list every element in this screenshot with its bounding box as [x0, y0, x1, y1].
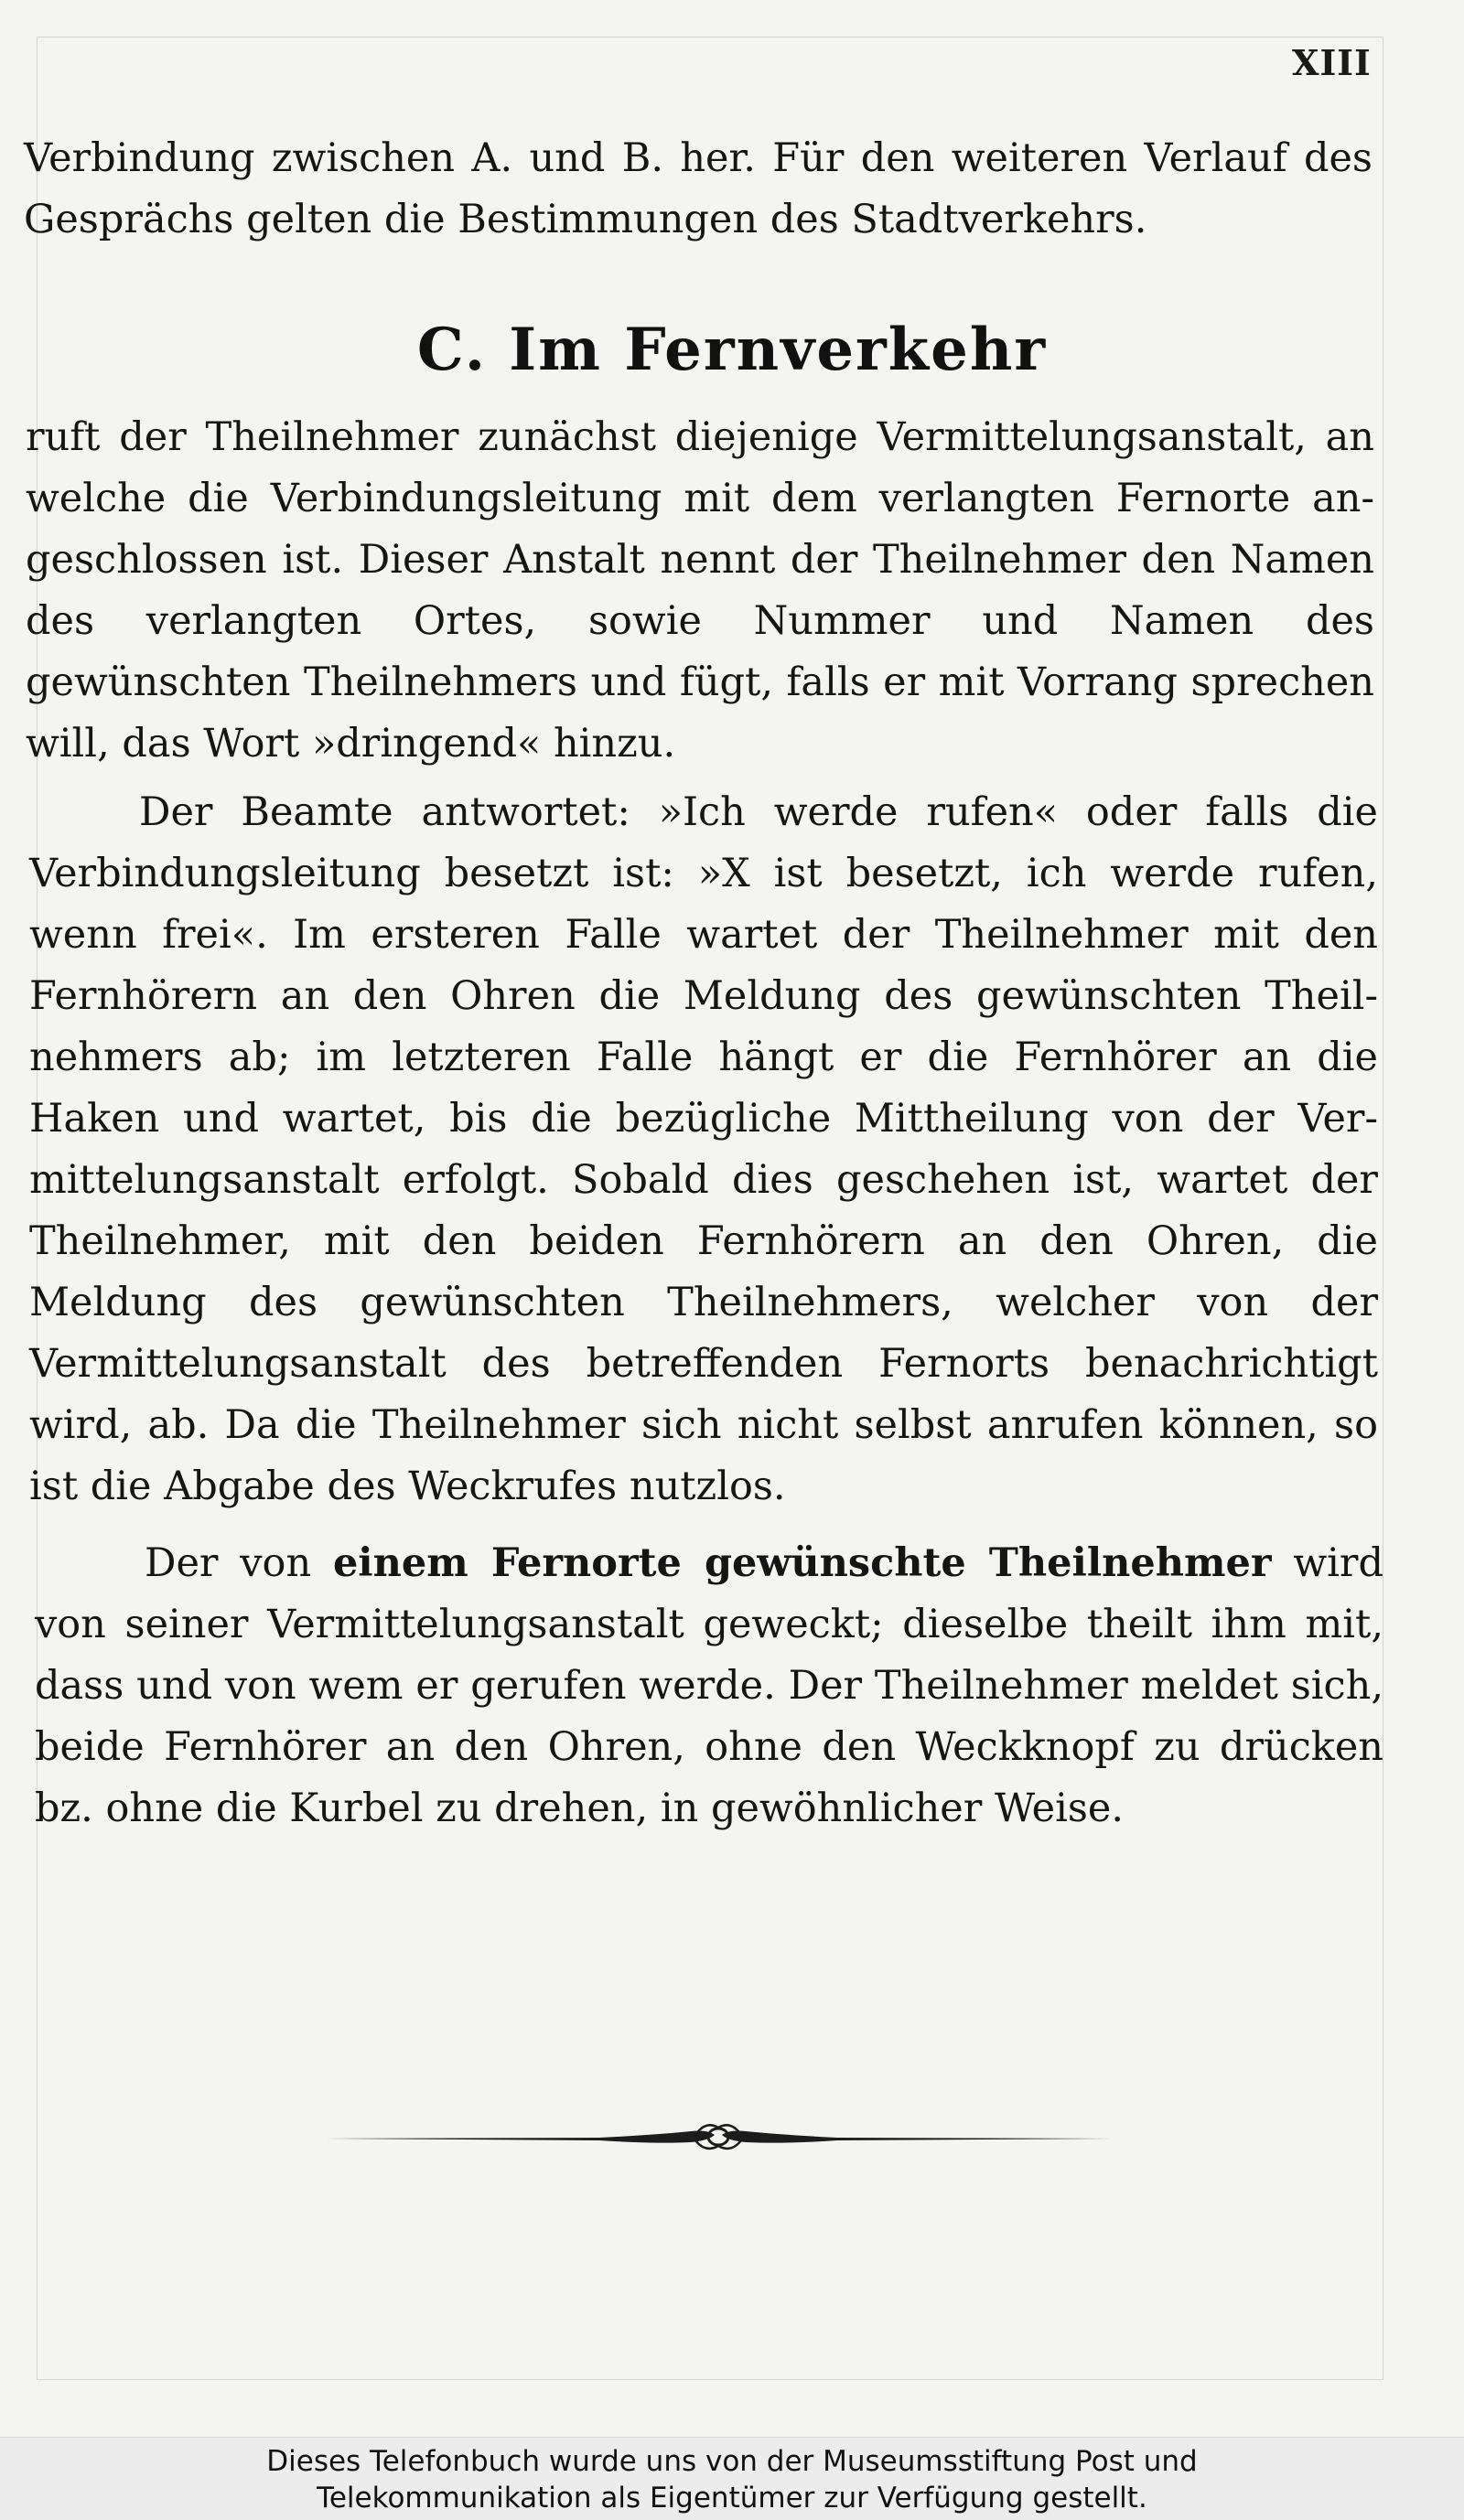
footer-line-2: Telekommunikation als Eigentümer zur Verfügung gestellt.: [317, 2482, 1147, 2515]
ornament-divider: [325, 2113, 1112, 2164]
paragraph-3-bold: einem Fernorte gewünschte Theilnehmer: [332, 1540, 1272, 1586]
paragraph-continuation: Verbindung zwischen A. und B. her. Für den weiteren Verlauf des Gesprächs gelten die Bestimmungen des Stadtverkehrs.: [24, 135, 1372, 242]
paragraph-1: ruft der Theilnehmer zunächst diejenige Vermittelungsanstalt, an welche die Verbindungsleitung mit dem verlangten Fernorte angeschlossen ist. Dieser Anstalt nennt der Theilnehmer den Namen des verlangten Ortes, sowie Nummer und Namen des gewünschten Theilnehmers und fügt, falls er mit Vorrang sprechen will, das Wort »dringend« hinzu.: [26, 414, 1374, 767]
footer-notice: [0, 2437, 1464, 2520]
paragraph-3-end: wird von seiner Vermittelungsanstalt geweckt; dieselbe theilt ihm mit, dass und von wem er gerufen werde. Der Theilnehmer meldet sich, beide Fernhörer an den Ohren, ohne den Weckknopf zu drücken bz. ohne die Kurbel zu drehen, in gewöhnlicher Weise.: [35, 1540, 1383, 1831]
footer-line-1: Dieses Telefonbuch wurde uns von der Museumsstiftung Post und: [266, 2445, 1198, 2478]
paragraph-2: Der Beamte antwortet: »Ich werde rufen« oder falls die Verbindungsleitung besetzt ist: »X ist besetzt, ich werde rufen, wenn frei«. Im ersteren Falle wartet der Theilnehmer mit den Fernhörern an den Ohren die Meldung des gewünschten Theilnehmers ab; im letzteren Falle hängt er die Fernhörer an die Haken und wartet, bis die bezügliche Mittheilung von der Vermittelungsanstalt erfolgt. Sobald dies geschehen ist, wartet der Theilnehmer, mit den beiden Fernhörern an den Ohren, die Meldung des gewünschten Theilnehmers, welcher von der Vermittelungsanstalt des betreffenden Fernorts benachrichtigt wird, ab. Da die Theilnehmer sich nicht selbst anrufen können, so ist die Abgabe des Weckrufes nutzlos.: [29, 789, 1378, 1509]
section-heading: C. Im Fernverkehr: [416, 316, 1048, 384]
paragraph-3: [35, 1533, 1383, 1839]
page-number: XIII: [1292, 42, 1372, 83]
paragraph-3-start: Der von: [145, 1540, 333, 1586]
